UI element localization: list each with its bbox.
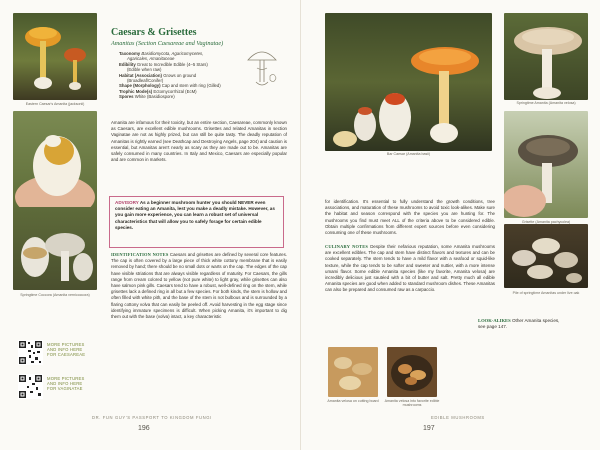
lookalikes-section — [478, 318, 568, 330]
advisory-box — [109, 196, 284, 248]
page-title: Caesars & Grisettes — [111, 27, 197, 38]
shape-value: Cap and stem with ring (Gilled) — [161, 83, 221, 89]
right-page-number: 197 — [423, 425, 435, 432]
taxonomy-value: Basidiomycota, Agaricomycetes, — [141, 51, 204, 56]
caption-eastern-caesar: Eastern Caesar's Amanita (jacksonii) — [25, 102, 85, 106]
advisory-heading: ADVISORY — [115, 200, 139, 205]
habitat-value: Grows on ground — [163, 72, 197, 78]
facts-panel — [119, 51, 259, 100]
lookalikes-heading: LOOK-ALIKES — [478, 318, 511, 323]
culinary-text: Despite their nefarious reputation, some Amanita mushrooms are excellent edibles. The cap and stem have distinct flavors and textures and can be cooked separately. The stem tends to have a mild flavor with a seafood or squid-like texture, while the cap tends to be softer and sweeter and nuttier, with a more intense umami flavor. Some edible Amanita species (like my favorite, Amanita velosa) are incredibly delicious just sautéed with a bit of butter and salt. Pretty much all edible Amanita species are good when added to standard mushroom dishes. These Amanitas can also be prepared and consumed raw as a carpaccio. — [325, 244, 495, 293]
caption-springtime-amanita: Springtime Amanita (Amanita velosa) — [516, 101, 576, 105]
right-running-footer: EDIBLE MUSHROOMS — [431, 415, 485, 420]
caption-cutting-board: Amanita velosa on cutting board — [327, 399, 379, 403]
spores-label: Spores — [119, 94, 134, 100]
identification-notes — [111, 252, 287, 320]
identification-heading: IDENTIFICATION NOTES — [111, 252, 169, 257]
edibility-label: Edibility — [119, 61, 136, 67]
qr-caption-caesareae: MORE PICTURES AND INFO HERE FOR CAESAREAE — [47, 342, 86, 357]
taxonomy-value-2: Agaricales, Amanitaceae — [127, 56, 175, 62]
photo-amanita-dish — [387, 347, 437, 397]
identification-continued: for identification. It's essential to fully understand the growth conditions, tree associations, and maturation of these mushrooms to avoid toxic look-alikes. Make sure the habitat and season correspond with the species you are hunting for. The mushrooms you find must meet ALL of the criteria above to be considered edible. Obtain multiple confirmations from different expert sources before even considering consuming one of these mushrooms. — [325, 199, 495, 236]
caption-springtime-coccora: Springtime Coccora (Amanita vernicoccora) — [20, 293, 90, 297]
right-page — [300, 0, 600, 450]
shape-label: Shape (Morphology) — [119, 83, 161, 89]
intro-paragraph: Amanita are infamous for their toxicity, but an entire section, Caesareae, commonly known as Caesars, are excellent edible mushrooms. Grisettes and related Amanitas in section Vaginatae are not as highly prized, but can still be quite tasty. The deadly reputation of Amanitas is rightly earned (see Deathcap and Destroying Angels, page 204) and caution is essential, but Amanitas aren't nearly as scary as they are made out to be. Amanitas are safely consumed in many countries. In Italy and Mexico, Caesars are especially popular and are common in markets. — [111, 120, 287, 163]
qr-code-caesareae-icon[interactable] — [18, 340, 43, 365]
culinary-heading: CULINARY NOTES — [325, 244, 369, 249]
photo-amanita-cutting-board — [328, 347, 378, 397]
habitat-value-2: (Broadleaf/Conifer) — [127, 78, 164, 84]
caption-bar-caesar: Bar Caesar (Amanita basii) — [386, 152, 431, 156]
photo-bar-caesar — [325, 13, 492, 151]
left-page-number: 196 — [138, 425, 150, 432]
photo-springtime-amanita — [504, 13, 588, 100]
qr-caption-vaginatae: MORE PICTURES AND INFO HERE FOR VAGINATAE — [47, 376, 85, 391]
photo-amanita-pile — [504, 224, 588, 288]
lookalikes-text: Other Amanita species, see page 147. — [478, 318, 560, 330]
trophic-value: Ectomycorrhizal (EcM) — [153, 88, 197, 94]
photo-coccora-egg — [13, 111, 97, 218]
edibility-value-2: (Edible when raw) — [127, 67, 162, 73]
left-running-footer: DR. FUN GUY'S PASSPORT TO KINGDOM FUNGI — [92, 415, 212, 420]
spores-value: White (Basidiospore) — [134, 94, 175, 100]
photo-eastern-caesar — [13, 13, 97, 100]
culinary-notes — [325, 244, 495, 294]
page-subtitle: Amanitas (Section Caesareae and Vaginatae) — [111, 40, 224, 47]
caption-grisette: Grisette (Amanita pachycolea) — [521, 220, 571, 224]
caption-dish: Amanita velosa into favorite edible mushrooms — [384, 399, 440, 408]
habitat-label: Habitat (Association) — [119, 72, 162, 78]
photo-grisette — [504, 111, 588, 218]
trophic-label: Trophic Mode(s) — [119, 88, 153, 94]
advisory-text: As a beginner mushroom hunter you should NEVER even consider eating an Amanita, lest you make a deadly mistake. However, as you gain more experience, you can learn a robust set of universal characteristics that will allow you to safely forage for certain edible species. — [115, 200, 275, 230]
photo-springtime-coccora — [13, 207, 97, 290]
edibility-value: Great to Incredible Edible (4–5 Stars) — [136, 61, 208, 67]
caption-amanita-pile: Pile of springtime Amanitas under live oak — [512, 291, 580, 295]
taxonomy-label: Taxonomy — [119, 51, 141, 56]
qr-code-vaginatae-icon[interactable] — [18, 374, 43, 399]
identification-text: Caesars and grisettes are defined by several core features. The cap is often covered by a large piece of thick white cottony membrane that is easily removed by hand; there should be no small dots or warts on the cap. The edges of the cap have visible striations that are always visible regardless of maturity. For Caesars, the gills range from cream colored to yellow (not pure white) to light gray, while grisettes can also have salmon pink gills. Caesars tend to have a robust, well-defined ring on the stem, while grisettes lack a defined ring in all but a few species. For both kinds, the stem is hollow and often filled with white pith, and the base of the stem is not bulbous and is surrounded by a flaring cottony volva that can easily be peeled off. Avoid harvesting in the egg stage since identifying immature specimens is difficult. When picking Amanita, it's important to dig them out with the base (volva) intact, a key characteristic — [111, 252, 287, 320]
